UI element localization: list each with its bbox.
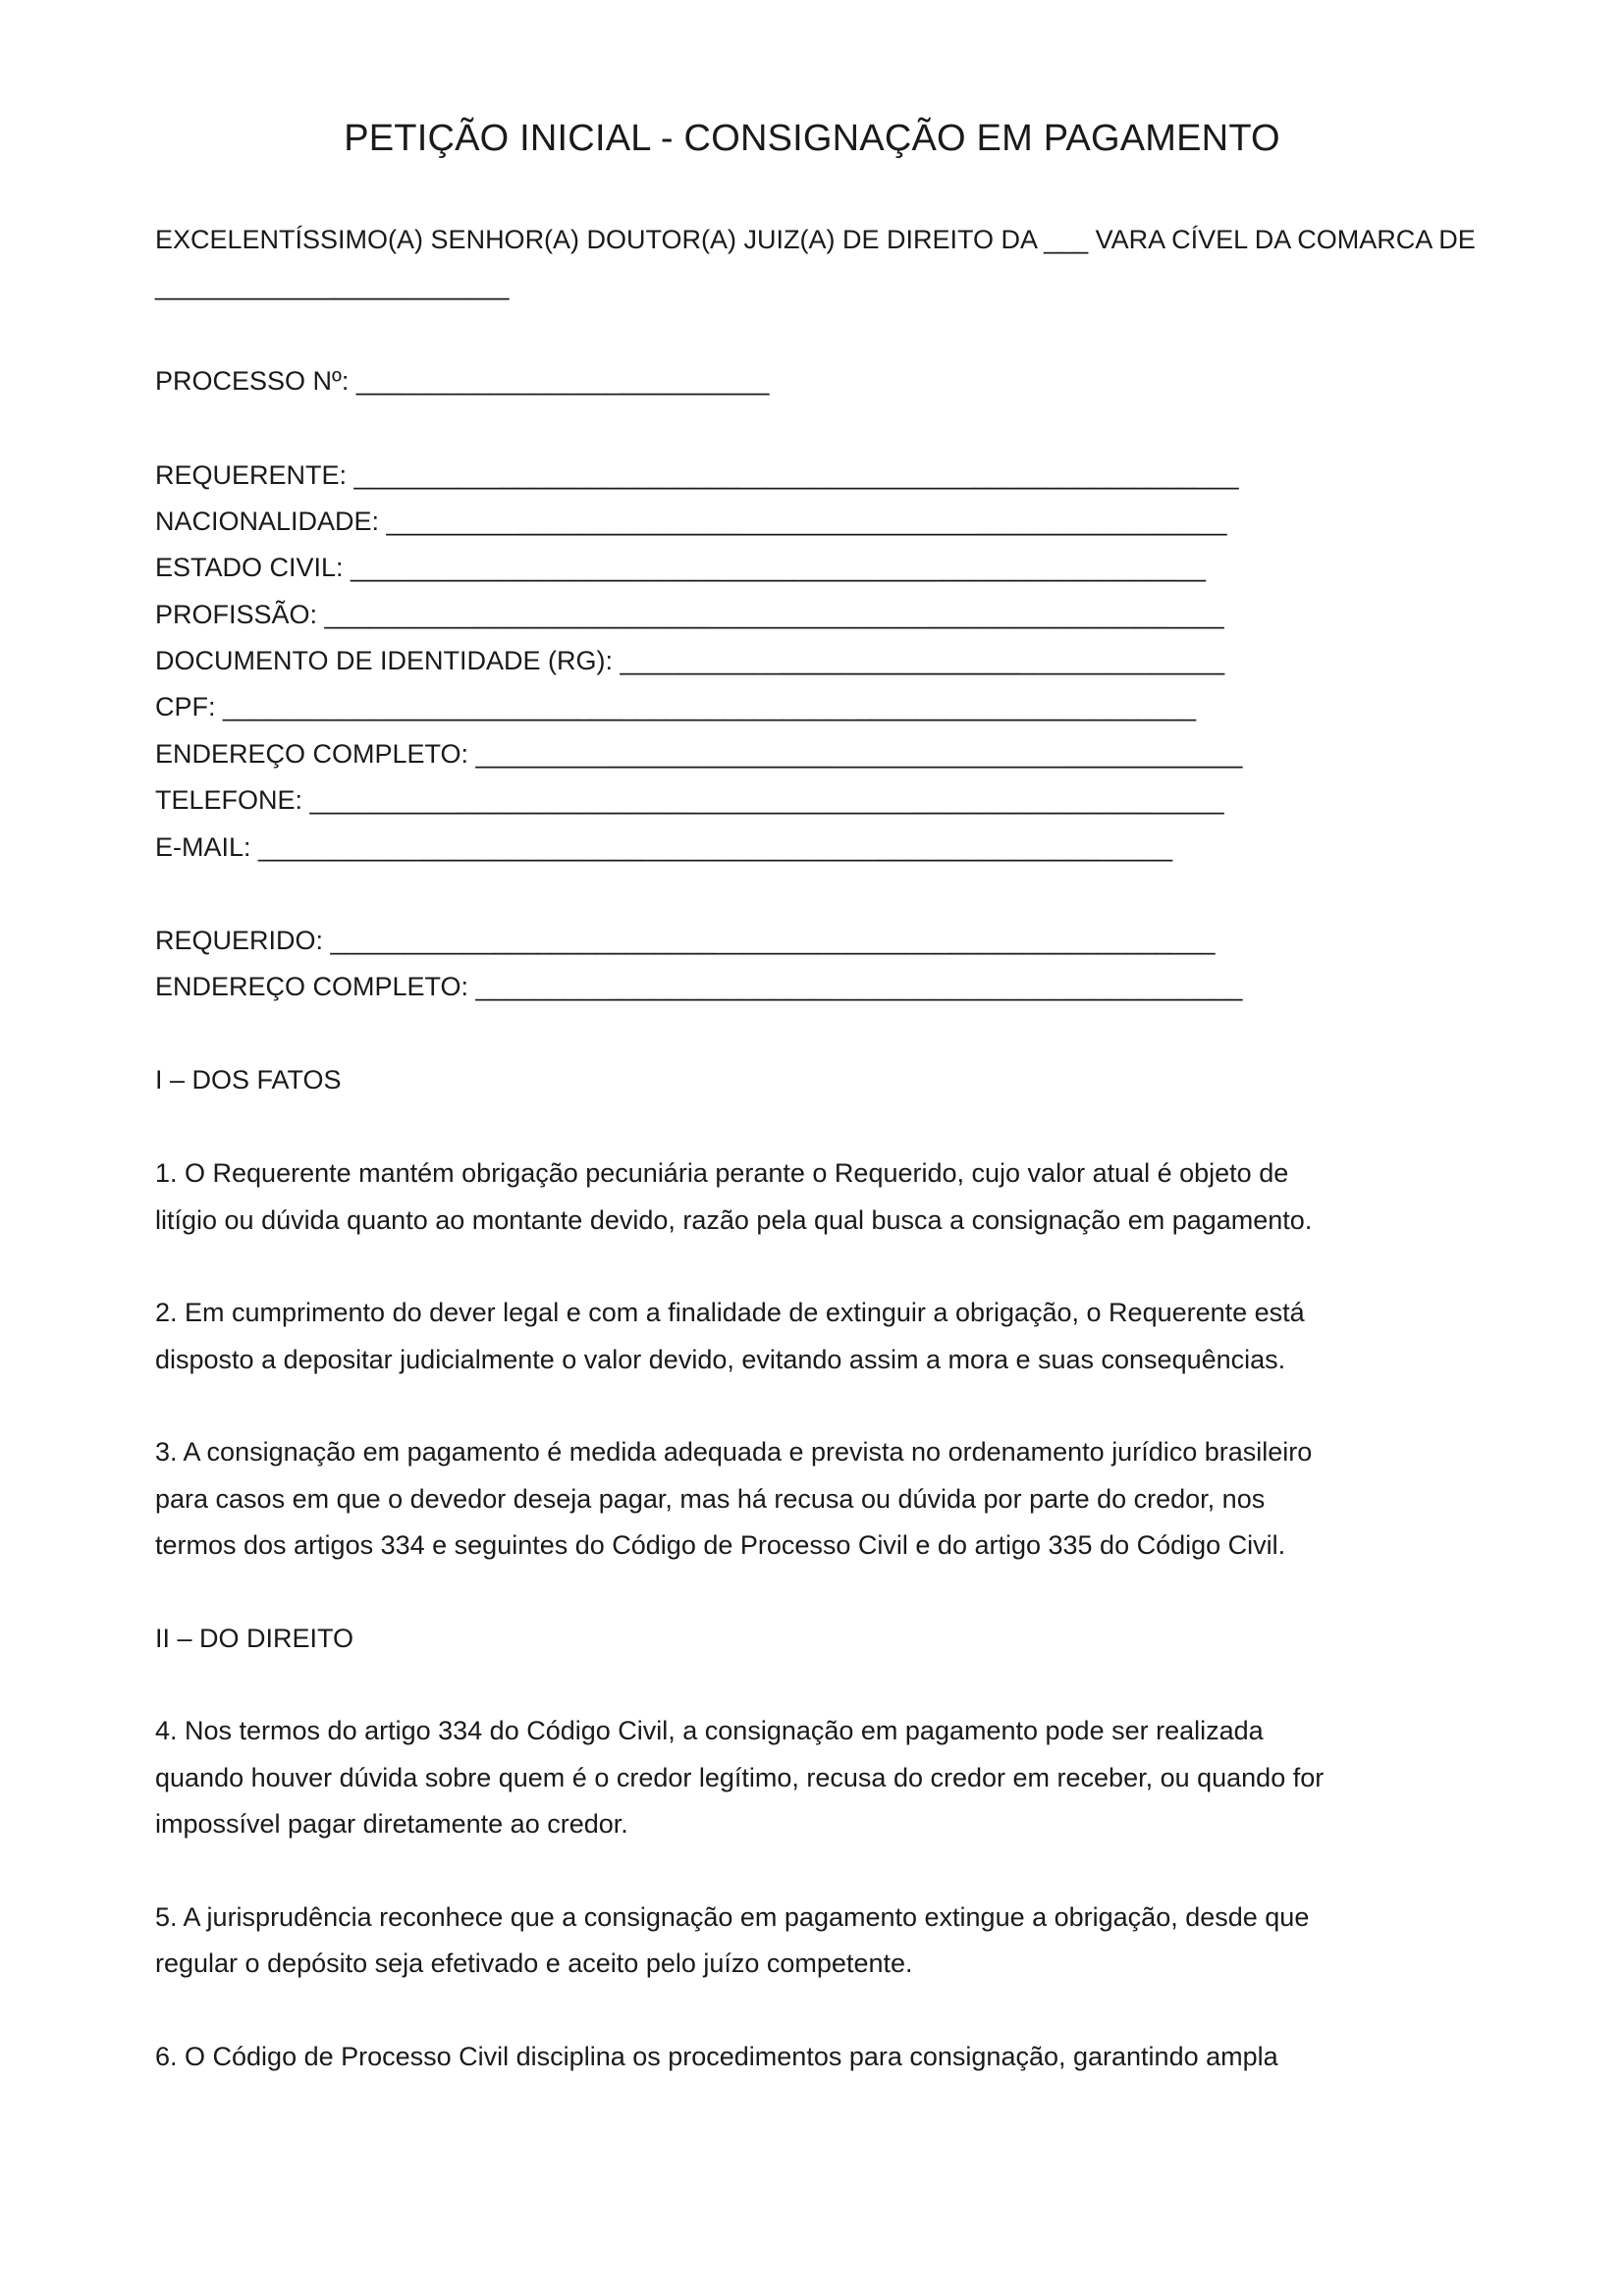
addressee-line-1: EXCELENTÍSSIMO(A) SENHOR(A) DOUTOR(A) JUIZ(A) DE DIREITO DA ___ VARA CÍVEL DA COMARCA DE xyxy=(155,225,1476,254)
paragraph-5-line-2: regular o depósito seja efetivado e aceito pelo juízo competente. xyxy=(155,1949,913,1978)
addressee-line-2: ________________________ xyxy=(155,271,510,300)
paragraph-3-line-2: para casos em que o devedor deseja pagar, mas há recusa ou dúvida por parte do credor, nos xyxy=(155,1484,1266,1514)
processo-field: PROCESSO Nº: ____________________________ xyxy=(155,366,770,396)
email-field: E-MAIL: ______________________________________________________________ xyxy=(155,832,1173,862)
telefone-field: TELEFONE: ______________________________________________________________ xyxy=(155,785,1224,815)
rg-field: DOCUMENTO DE IDENTIDADE (RG): _________________________________________ xyxy=(155,646,1225,675)
paragraph-4-line-3: impossível pagar diretamente ao credor. xyxy=(155,1809,628,1839)
endereco-requerido-field: ENDEREÇO COMPLETO: ____________________________________________________ xyxy=(155,972,1243,1001)
paragraph-3-line-1: 3. A consignação em pagamento é medida adequada e prevista no ordenamento jurídico brasileiro xyxy=(155,1437,1313,1467)
paragraph-2-line-2: disposto a depositar judicialmente o valor devido, evitando assim a mora e suas consequências. xyxy=(155,1345,1286,1374)
section-heading-direito: II – DO DIREITO xyxy=(155,1624,354,1653)
paragraph-5-line-1: 5. A jurisprudência reconhece que a consignação em pagamento extingue a obrigação, desde que xyxy=(155,1902,1310,1932)
section-heading-fatos: I – DOS FATOS xyxy=(155,1065,342,1095)
paragraph-3-line-3: termos dos artigos 334 e seguintes do Código de Processo Civil e do artigo 335 do Código Civil. xyxy=(155,1530,1286,1560)
paragraph-1-line-2: litígio ou dúvida quanto ao montante devido, razão pela qual busca a consignação em pagamento. xyxy=(155,1205,1313,1235)
nacionalidade-field: NACIONALIDADE: _________________________________________________________ xyxy=(155,507,1227,536)
paragraph-1-line-1: 1. O Requerente mantém obrigação pecuniária perante o Requerido, cujo valor atual é objeto de xyxy=(155,1158,1289,1188)
cpf-field: CPF: __________________________________________________________________ xyxy=(155,692,1197,721)
estado-civil-field: ESTADO CIVIL: __________________________________________________________ xyxy=(155,553,1206,582)
requerido-field: REQUERIDO: ____________________________________________________________ xyxy=(155,926,1216,955)
paragraph-4-line-1: 4. Nos termos do artigo 334 do Código Civil, a consignação em pagamento pode ser realizada xyxy=(155,1716,1264,1745)
paragraph-2-line-1: 2. Em cumprimento do dever legal e com a finalidade de extinguir a obrigação, o Requerente está xyxy=(155,1298,1305,1327)
endereco-requerente-field: ENDEREÇO COMPLETO: ____________________________________________________ xyxy=(155,739,1243,769)
profissao-field: PROFISSÃO: _____________________________________________________________ xyxy=(155,600,1224,629)
paragraph-6-line-1: 6. O Código de Processo Civil disciplina os procedimentos para consignação, garantindo ampla xyxy=(155,2042,1278,2071)
document-title: PETIÇÃO INICIAL - CONSIGNAÇÃO EM PAGAMENTO xyxy=(344,118,1280,159)
paragraph-4-line-2: quando houver dúvida sobre quem é o credor legítimo, recusa do credor em receber, ou quando for xyxy=(155,1763,1325,1792)
requerente-field: REQUERENTE: ____________________________________________________________ xyxy=(155,460,1239,490)
